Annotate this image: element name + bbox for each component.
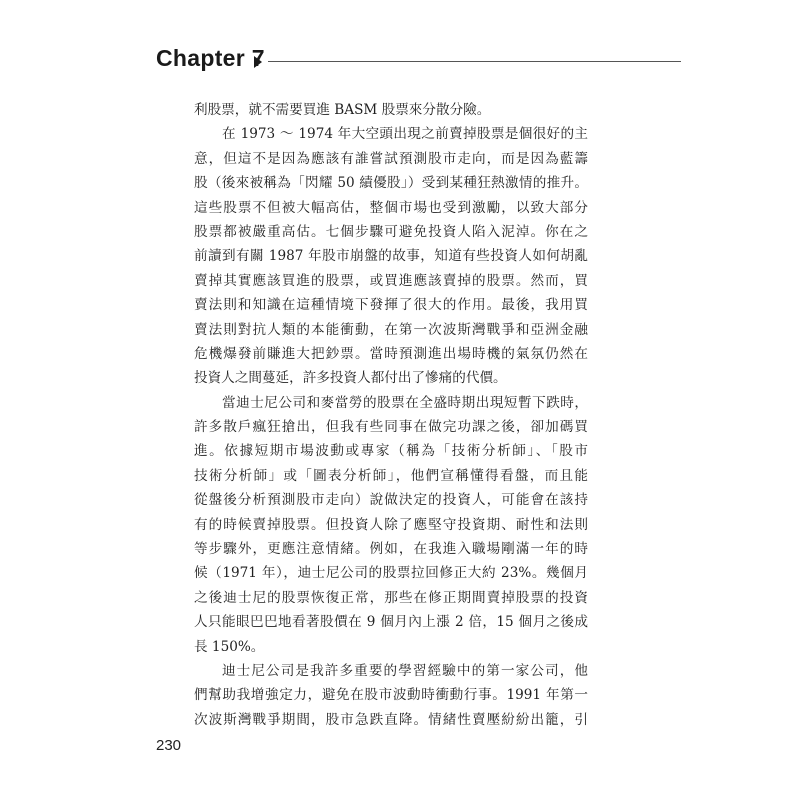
text-line: 候（1971 年），迪士尼公司的股票拉回修正大約 23%。幾個月	[194, 565, 588, 582]
text-line: 股（後來被稱為「閃耀 50 績優股」）受到某種狂熱激情的推升。	[194, 175, 588, 192]
text-line: 這些股票不但被大幅高估，整個市場也受到激勵，以致大部分	[194, 199, 588, 216]
text-line: 意，但這不是因為應該有誰嘗試預測股市走向，而是因為藍籌	[194, 150, 588, 167]
text-line: 們幫助我增強定力，避免在股市波動時衝動行事。1991 年第一	[194, 687, 588, 704]
text-line: 進。依據短期市場波動或專家（稱為「技術分析師」、「股市	[194, 443, 588, 460]
text-line: 股票都被嚴重高估。七個步驟可避免投資人陷入泥淖。你在之	[194, 223, 588, 240]
text-line: 從盤後分析預測股市走向）說做決定的投資人，可能會在該持	[194, 492, 588, 509]
body-text	[194, 98, 588, 732]
text-line: 當迪士尼公司和麥當勞的股票在全盛時期出現短暫下跌時，	[222, 394, 588, 411]
chapter-header	[156, 44, 681, 78]
text-line: 技術分析師」或「圖表分析師」，他們宣稱懂得看盤，而且能	[194, 467, 588, 484]
page-number: 230	[156, 737, 182, 754]
chapter-title: Chapter 7	[156, 45, 265, 71]
text-line: 長 150%。	[194, 638, 265, 655]
text-line: 迪士尼公司是我許多重要的學習經驗中的第一家公司，他	[222, 662, 588, 679]
text-line: 賣法則對抗人類的本能衝動，在第一次波斯灣戰爭和亞洲金融	[194, 321, 588, 338]
text-line: 賣掉其實應該買進的股票，或買進應該賣掉的股票。然而，買	[194, 272, 588, 289]
header-divider	[268, 61, 681, 62]
text-line: 危機爆發前賺進大把鈔票。當時預測進出場時機的氣氛仍然在	[194, 345, 588, 362]
text-line: 賣法則和知識在這種情境下發揮了很大的作用。最後，我用買	[194, 297, 588, 314]
text-line: 投資人之間蔓延，許多投資人都付出了慘痛的代價。	[194, 370, 507, 387]
text-line: 利股票，就不需要買進 BASM 股票來分散分險。	[194, 102, 491, 118]
text-line: 之後迪士尼的股票恢復正常，那些在修正期間賣掉股票的投資	[194, 589, 588, 606]
text-line: 等步驟外，更應注意情緒。例如，在我進入職場剛滿一年的時	[194, 541, 588, 558]
text-line: 在 1973 ～ 1974 年大空頭出現之前賣掉股票是個很好的主	[222, 126, 588, 143]
text-line: 人只能眼巴巴地看著股價在 9 個月內上漲 2 倍，15 個月之後成	[194, 614, 588, 631]
text-line: 前讀到有關 1987 年股市崩盤的故事，知道有些投資人如何胡亂	[194, 248, 588, 265]
text-line: 次波斯灣戰爭期間，股市急跌直降。情緒性賣壓紛紛出籠，引	[194, 711, 588, 728]
text-line: 有的時候賣掉股票。但投資人除了應堅守投資期、耐性和法則	[194, 516, 588, 533]
text-line: 許多散戶瘋狂搶出，但我有些同事在做完功課之後，卻加碼買	[194, 419, 588, 436]
triangle-right-icon	[254, 56, 262, 68]
